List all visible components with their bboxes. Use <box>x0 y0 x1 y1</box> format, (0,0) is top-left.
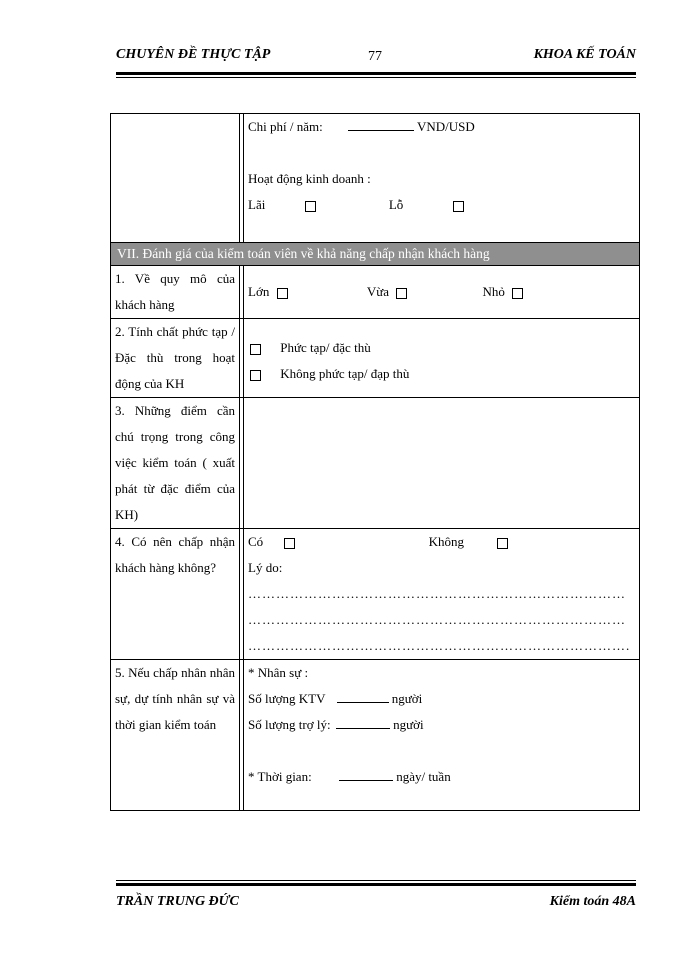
scale-row <box>111 266 640 319</box>
footer-rule-thin <box>116 880 636 881</box>
acceptance-form-table <box>110 113 640 811</box>
reason-line-2[interactable]: ……………………………………………………………………… <box>248 612 626 627</box>
profit-label: Lãi <box>248 197 266 212</box>
empty-cell <box>111 114 240 243</box>
loss-label: Lỗ <box>388 197 404 212</box>
assistant-label: Số lượng trợ lý: <box>248 717 331 732</box>
page-number: 77 <box>368 49 382 64</box>
focus-question: 3. Những điểm cần chú trọng trong công việc kiểm toán ( xuất phát từ đặc điểm của KH) <box>111 398 240 529</box>
nature-row <box>111 319 640 398</box>
opt-large-checkbox[interactable] <box>277 288 288 299</box>
accept-row <box>111 529 640 660</box>
time-blank[interactable] <box>339 766 393 781</box>
section-header-row <box>111 243 640 266</box>
accept-question: 4. Có nên chấp nhận khách hàng không? <box>111 529 240 660</box>
cost-label: Chi phí / năm: <box>248 119 323 134</box>
staffing-question: 5. Nếu chấp nhân nhân sự, dự tính nhân sự và thời gian kiểm toán <box>111 660 240 811</box>
page-header <box>116 47 636 69</box>
accept-options <box>244 529 640 660</box>
opt-no-checkbox[interactable] <box>497 538 508 549</box>
cost-unit: VND/USD <box>417 119 475 134</box>
profit-checkbox[interactable] <box>305 201 316 212</box>
footer-rule-thick <box>116 883 636 886</box>
focus-row <box>111 398 640 529</box>
ktv-blank[interactable] <box>337 688 389 703</box>
opt-medium-label: Vừa <box>366 284 390 299</box>
opt-complex-checkbox[interactable] <box>250 344 261 355</box>
opt-not-complex-checkbox[interactable] <box>250 370 261 381</box>
loss-checkbox[interactable] <box>453 201 464 212</box>
staff-label: * Nhân sự : <box>248 665 309 680</box>
ktv-unit: người <box>391 691 423 706</box>
nature-question: 2. Tính chất phức tạp / Đặc thù trong hoạt động của KH <box>111 319 240 398</box>
opt-complex-label: Phức tạp/ đặc thù <box>280 340 371 355</box>
opt-no-label: Không <box>428 534 465 549</box>
opt-small-checkbox[interactable] <box>512 288 523 299</box>
time-unit: ngày/ tuần <box>396 769 451 784</box>
reason-label: Lý do: <box>248 560 283 575</box>
assistant-unit: người <box>393 717 424 732</box>
section-title: VII. Đánh giá của kiểm toán viên về khả năng chấp nhận khách hàng <box>111 243 640 266</box>
header-left: CHUYÊN ĐỀ THỰC TẬP <box>116 47 271 62</box>
header-rule-thick <box>116 72 636 75</box>
assistant-blank[interactable] <box>336 714 390 729</box>
header-rule-thin <box>116 77 636 78</box>
opt-not-complex-label: Không phức tạp/ đạp thù <box>280 366 410 381</box>
opt-large-label: Lớn <box>248 284 270 299</box>
reason-line-3[interactable]: ………………………………………………………………………. <box>248 638 631 653</box>
opt-yes-checkbox[interactable] <box>284 538 295 549</box>
footer-right: Kiểm toán 48A <box>549 894 636 909</box>
header-right: KHOA KẾ TOÁN <box>533 47 636 62</box>
cost-row <box>111 114 640 243</box>
reason-line-1[interactable]: ……………………………………………………………………… <box>248 586 626 601</box>
ktv-label: Số lượng KTV <box>248 691 326 706</box>
opt-medium-checkbox[interactable] <box>396 288 407 299</box>
scale-question: 1. Về quy mô của khách hàng <box>111 266 240 319</box>
staffing-details <box>244 660 640 811</box>
page-footer <box>116 894 636 916</box>
nature-options <box>244 319 640 398</box>
staffing-row <box>111 660 640 811</box>
business-label: Hoạt động kinh doanh : <box>248 171 371 186</box>
time-label: * Thời gian: <box>248 769 312 784</box>
focus-answer-area[interactable] <box>244 398 640 529</box>
cost-blank[interactable] <box>348 116 414 131</box>
opt-yes-label: Có <box>248 534 264 549</box>
opt-small-label: Nhỏ <box>482 284 505 299</box>
cost-cell <box>244 114 640 243</box>
footer-left: TRẦN TRUNG ĐỨC <box>116 894 239 909</box>
scale-options <box>244 266 640 319</box>
